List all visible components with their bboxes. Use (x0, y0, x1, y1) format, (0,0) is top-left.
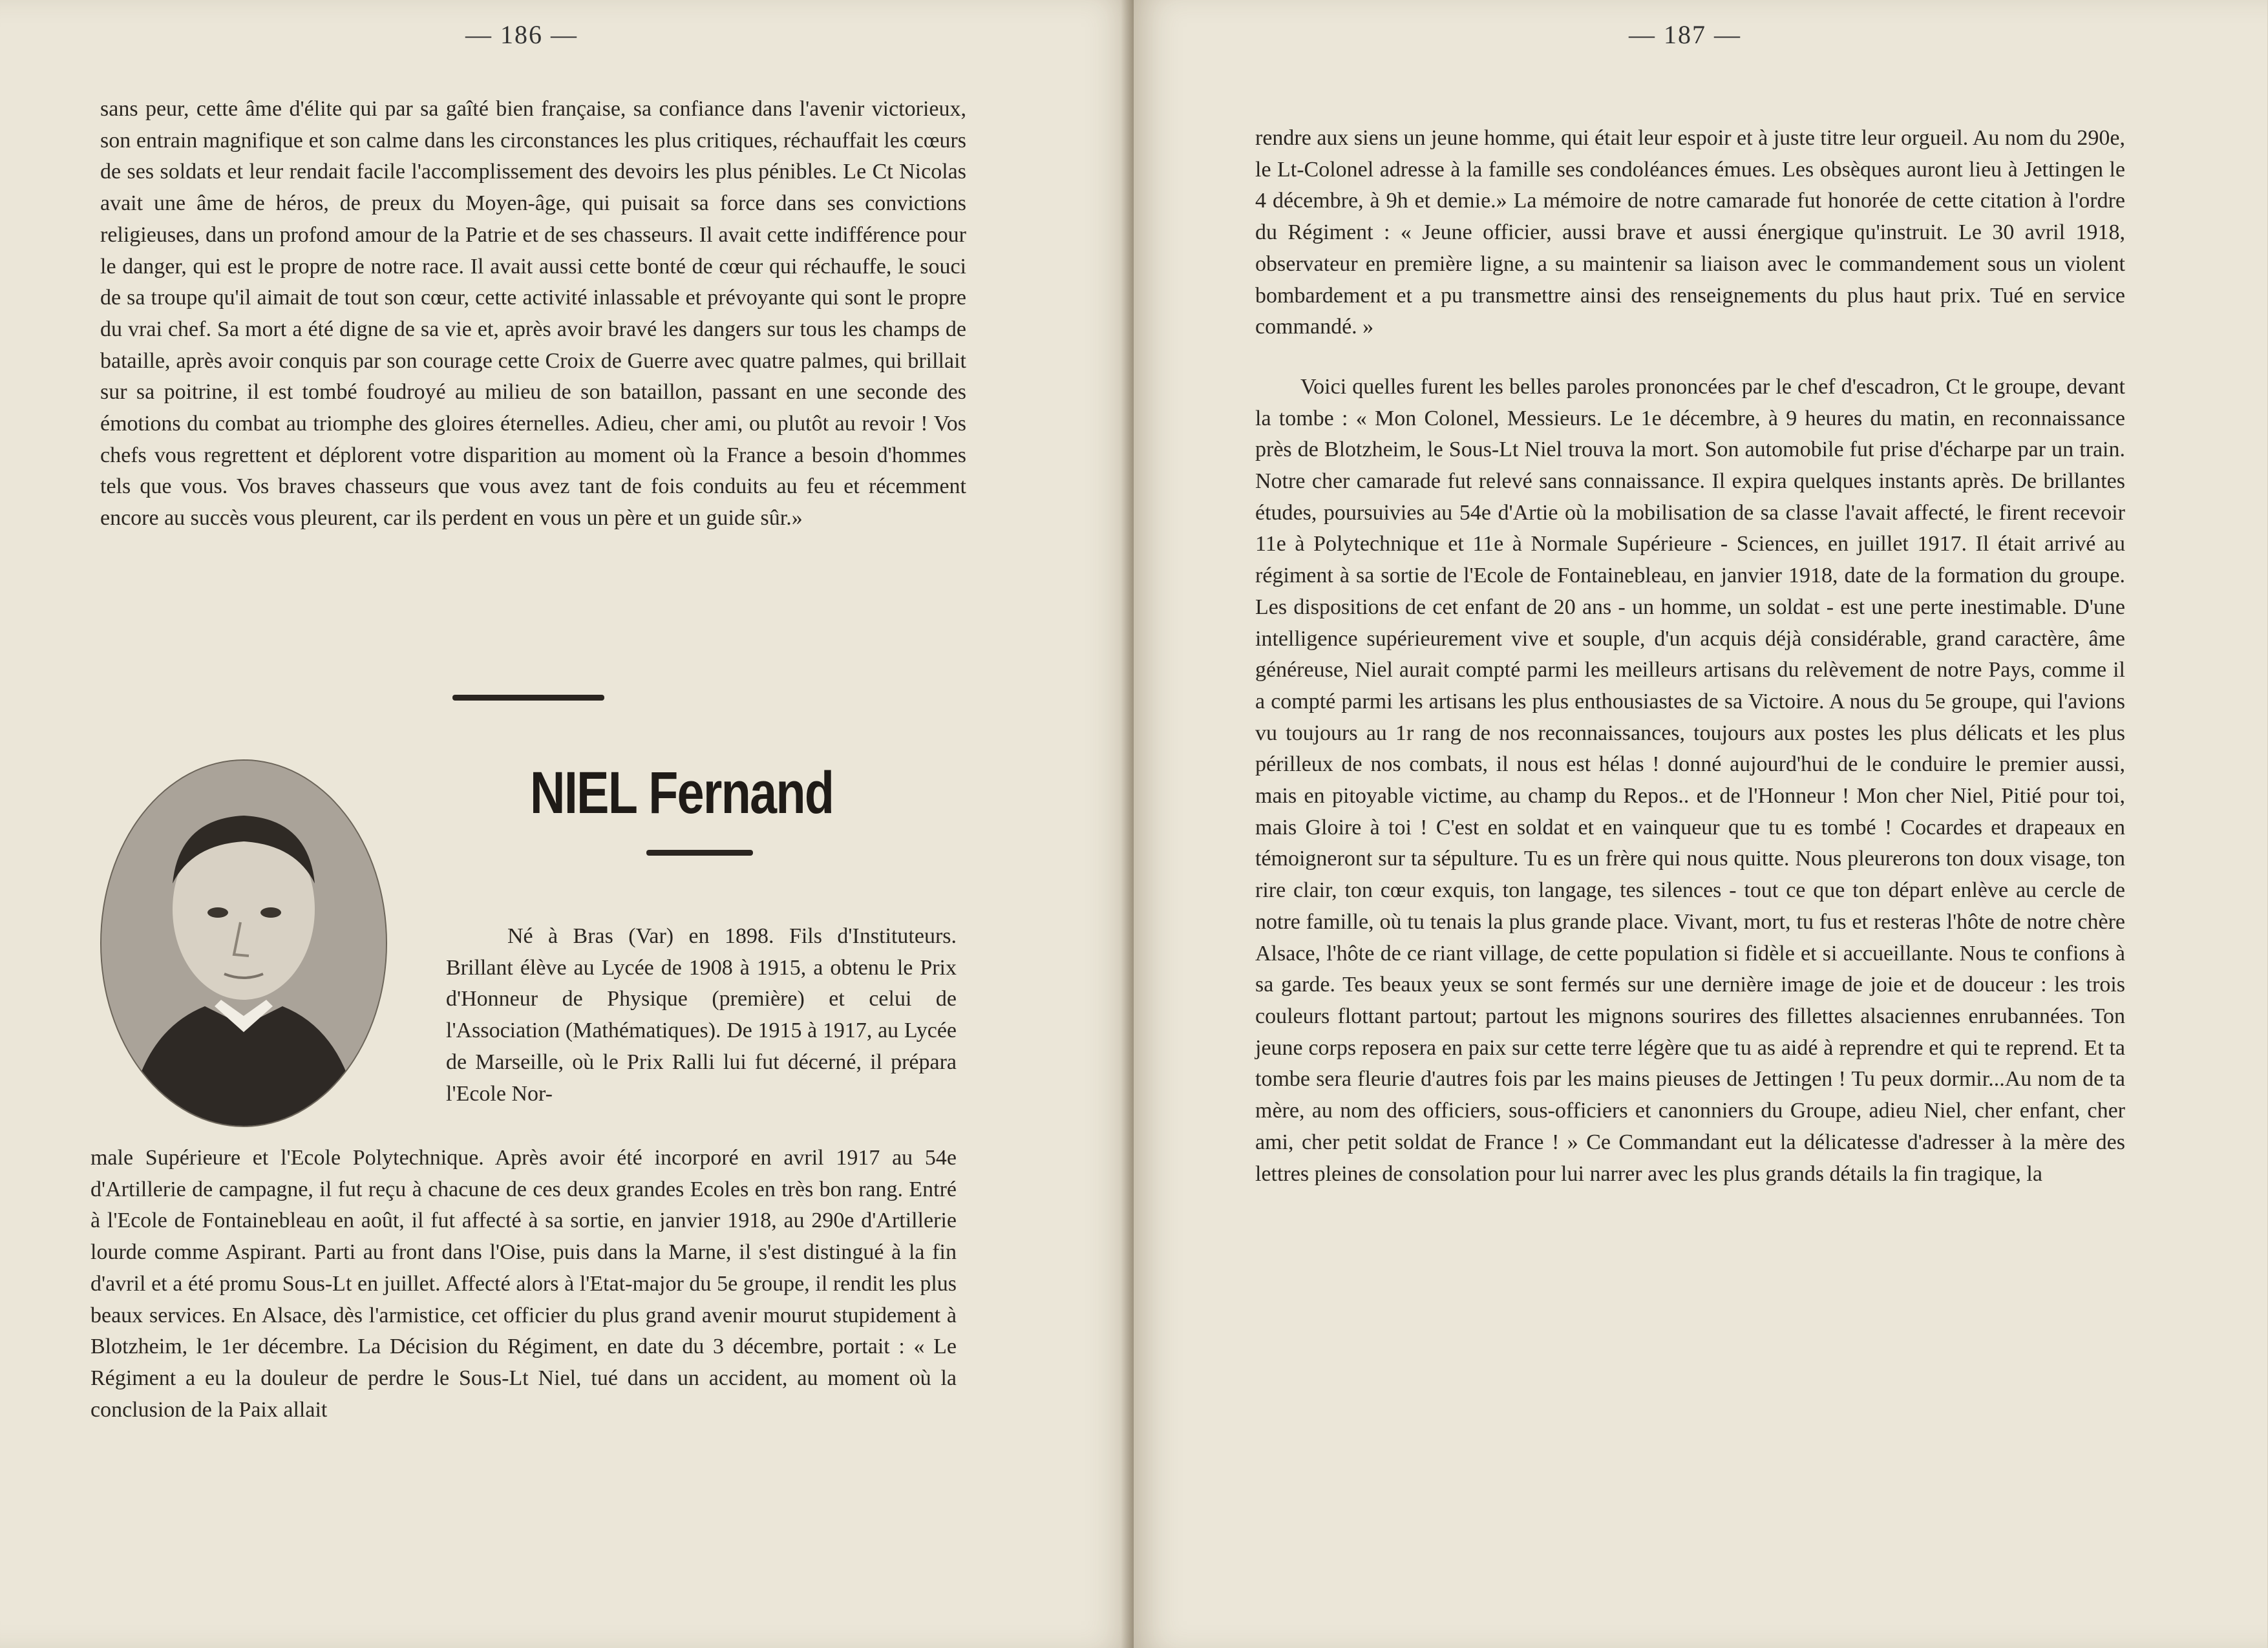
right-page (1134, 0, 2267, 1648)
biography-intro-text: Né à Bras (Var) en 1898. Fils d'Instituteurs. Brillant élève au Lycée de 1908 à 1915, a obtenu le Prix d'Honneur de Physique (première) et celui de l'Association (Mathématiques). De 1915 à 1917, au Lycée de Marseille, où le Prix Ralli lui fut décerné, il prépara l'Ecole Nor- (446, 924, 957, 1106)
heading-underline (646, 850, 753, 856)
page-number-left: — 186 — (465, 20, 578, 49)
paragraph: Voici quelles furent les belles paroles prononcées par le chef d'escadron, Ct le groupe, devant la tombe : « Mon Colonel, Messieurs. Le 1e décembre, à 9 heures du matin, en reconnaissance près de Blotzheim, le Sous-Lt Niel trouva la mort. Son automobile fut prise d'écharpe par un train. Notre cher camarade fut relevé sans connaissance. Il expira quelques instants après. De brillantes études, poursuivies au 54e d'Artie où la mobilisation de sa classe l'avait affecté, le firent recevoir 11e à Polytechnique et 11e à Normale Supérieure - Sciences, en juillet 1917. Il était arrivé au régiment à sa sortie de l'Ecole de Fontainebleau, en janvier 1918, date de la formation du groupe. Les dispositions de cet enfant de 20 ans - un homme, un soldat - est une perte inestimable. D'une intelligence supérieurement vive et souple, d'un acquis déjà considérable, grand caractère, âme généreuse, Niel aurait compté parmi les meilleurs artisans du relèvement de notre Pays, comme il a compté parmi les artisans les plus enthousiastes de sa Victoire. A nous du 5e groupe, qui l'avions vu toujours au 1r rang de nos reconnaissances, toujours aux postes les plus délicats et les plus périlleux de nos combats, il nous est hélas ! donné aujourd'hui de le conduire le premier aussi, mais en pitoyable victime, au champ du Repos.. et de l'Honneur ! Mon cher Niel, Pitié pour toi, mais Gloire à toi ! C'est en soldat et en vainqueur que tu es tombé ! Cocardes et drapeaux en témoigneront sur ta sépulture. Tu es un frère qui nous quitte. Nous pleurerons ton doux visage, ton rire clair, ton cœur exquis, ton langage, tes silences - tout ce que ton départ enlève au cercle de notre famille, où tu tenais la plus grande place. Vivant, mort, tu fus et resteras l'hôte de notre chère Alsace, l'hôte de ce riant village, de cette population si fidèle et si accueillante. Nous te confions à sa garde. Tes beaux yeux se sont fermés sur une dernière image de joie et de douceur : les trois couleurs flottant partout; partout les mignons sourires des fillettes alsaciennes enrubannées. Ton jeune corps reposera en paix sur cette terre légère que tu as aidé à reprendre et qui te reprend. Et ta tombe sera fleurie d'autres fois par les mains pieuses de Jettingen ! Tu peux dormir...Au nom de ta mère, au nom des officiers, sous-officiers et canonniers du Groupe, adieu Niel, cher enfant, cher ami, cher petit soldat de France ! » Ce Commandant eut la délicatesse d'adresser à la mère des lettres pleines de consolation pour lui narrer avec les plus grands détails la fin tragique, la (1255, 374, 2125, 1186)
portrait-illustration (101, 761, 386, 1126)
continued-text: sans peur, cette âme d'élite qui par sa gaîté bien française, sa confiance dans l'avenir victorieux, son entrain magnifique et son calme dans les circonstances les plus critiques, réchauffait les cœurs de ses soldats et leur rendait facile l'accomplissement des devoirs les plus pénibles. Le Ct Nicolas avait une âme de héros, de preux du Moyen-âge, qui puisait sa force dans ses convictions religieuses, dans un profond amour de la Patrie et de ses chasseurs. Il avait cette indifférence pour le danger, qui est le propre de notre race. Il avait aussi cette bonté de cœur qui réchauffe, le souci de sa troupe qu'il aimait de tout son cœur, cette activité inlassable et prévoyante qui sont le propre du vrai chef. Sa mort a été digne de sa vie et, après avoir bravé les dangers sur tous les champs de bataille, après avoir conquis par son courage cette Croix de Guerre avec quatre palmes, qui brillait sur sa poitrine, il est tombé foudroyé au milieu de son bataillon, passant en une seconde des émotions du combat au triomphe des gloires éternelles. Adieu, cher ami, ou plutôt au revoir ! Vos chefs vous regrettent et déplorent votre disparition au moment où la France a besoin d'hommes tels que vous. Vos braves chasseurs que vous avez tant de fois conduits au feu et récemment encore au succès vous pleurent, car ils perdent en vous un père et un guide sûr.» (100, 97, 966, 531)
portrait-photo (100, 759, 387, 1127)
divider-rule (452, 695, 604, 701)
right-column-text (1255, 123, 2125, 1218)
paragraph: rendre aux siens un jeune homme, qui était leur espoir et à juste titre leur orgueil. Au nom du 290e, le Lt-Colonel adresse à la famille ses condoléances émues. Les obsèques auront lieu à Jettingen le 4 décembre, à 9h et demie.» La mémoire de notre camarade fut honorée de cette citation à l'ordre du Régiment : « Jeune officier, aussi brave et aussi énergique qu'instruit. Le 30 avril 1918, observateur en première ligne, a su maintenir sa liaison avec le commandement sous un violent bombardement et a pu transmettre ainsi des renseignements du plus haut prix. Tué en service commandé. » (1255, 126, 2125, 339)
page-number-right: — 187 — (1629, 20, 1741, 49)
biography-body: male Supérieure et l'Ecole Polytechnique. Après avoir été incorporé en avril 1917 au 54e d'Artillerie de campagne, il fut reçu à chacune de ces deux grandes Ecoles en très bon rang. Entré à l'Ecole de Fontainebleau en août, il fut affecté à sa sortie, en janvier 1918, au 290e d'Artillerie lourde comme Aspirant. Parti au front dans l'Oise, puis dans la Marne, il s'est distingué à la fin d'avril et a été promu Sous-Lt en juillet. Affecté alors à l'Etat-major du 5e groupe, il rendit les plus beaux services. En Alsace, dès l'armistice, cet officier du plus grand avenir mourut stupidement à Blotzheim, le 1er décembre. La Décision du Régiment, en date du 3 décembre, portait : « Le Régiment a eu la douleur de perdre le Sous-Lt Niel, tué dans un accident, au moment où la conclusion de la Paix allait (90, 1146, 957, 1422)
biography-intro (446, 921, 957, 1110)
biography-heading: NIEL Fernand (530, 760, 834, 826)
